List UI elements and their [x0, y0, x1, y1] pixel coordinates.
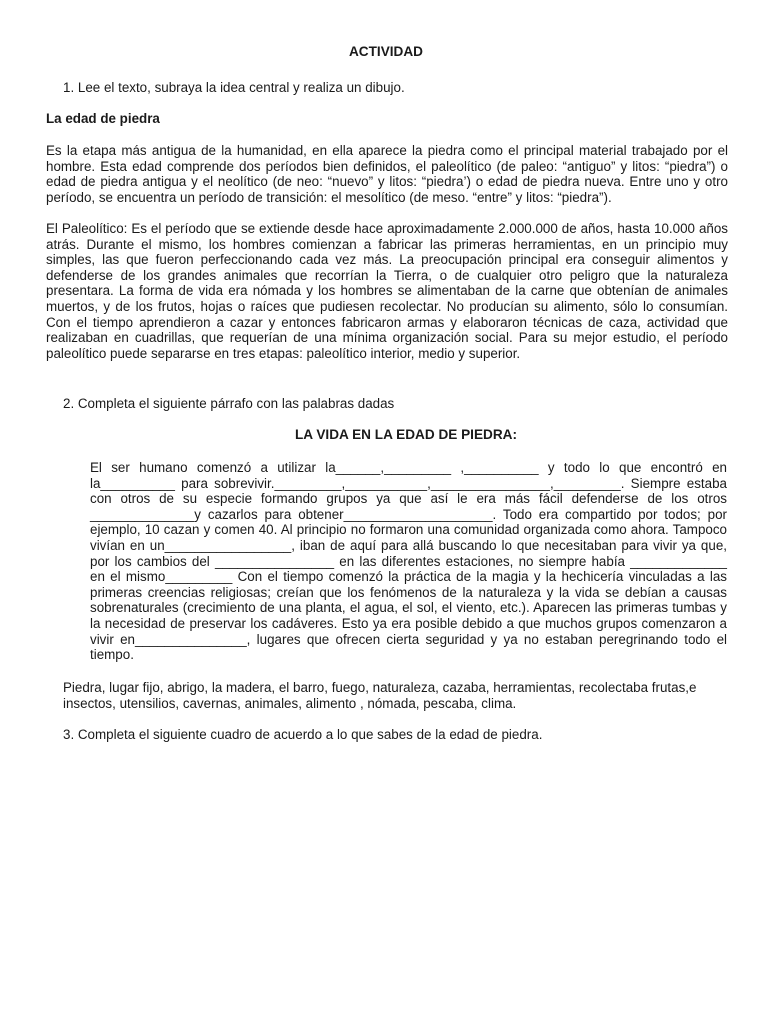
- instruction-2: 2. Completa el siguiente párrafo con las palabras dadas: [63, 396, 395, 411]
- fill-in-heading: LA VIDA EN LA EDAD DE PIEDRA:: [294, 427, 518, 442]
- instruction-1: 1. Lee el texto, subraya la idea central y realiza un dibujo.: [63, 80, 405, 95]
- document-title: ACTIVIDAD: [348, 44, 423, 59]
- paragraph-1: Es la etapa más antigua de la humanidad, en ella aparece la piedra como el principal material trabajado por el hombre. Esta edad comprende dos períodos bien definidos, el paleolítico (de paleo: “antiguo” y litos: “piedra”) o edad de piedra antigua y el neolítico (de neo: “nuevo” y litos: “piedra’) o edad de piedra nueva. Entre uno y otro período, se encuentra un período de transición: el mesolítico (de meso. “entre” y litos: “piedra”).: [46, 143, 728, 205]
- section-title: La edad de piedra: [46, 111, 160, 126]
- instruction-3: 3. Completa el siguiente cuadro de acuerdo a lo que sabes de la edad de piedra.: [63, 727, 543, 742]
- paragraph-2: El Paleolítico: Es el período que se extiende desde hace aproximadamente 2.000.000 de años, hasta 10.000 años atrás. Durante el mismo, los hombres comienzan a fabricar las primeras herramientas, en un principio muy simples, las que fueron perfeccionando cada vez más. La preocupación principal era conseguir alimentos y defenderse de los grandes animales que recorrían la Tierra, o de cualquier otro peligro que la naturaleza presentara. La forma de vida era nómada y los hombres se alimentaban de la carne que obtenían de animales muertos, y de los frutos, hojas o raíces que pudiesen recolectar. No producían su alimento, sólo lo consumían. Con el tiempo aprendieron a cazar y entonces fabricaron armas y elaboraron técnicas de caza, actividad que realizaban en cuadrillas, que requerían de una mínima organización social. Para su mejor estudio, el período paleolítico puede separarse en tres etapas: paleolítico interior, medio y superior.: [46, 221, 728, 361]
- fill-in-paragraph: El ser humano comenzó a utilizar la______,_________ ,__________ y todo lo que encontró en la__________ para sobrevivir._________,___________,________________,_________. Siempre estaba con otros de su especie formando grupos ya que así le era más fácil defenderse de los otros ______________y cazarlos para obtener____________________. Todo era compartido por todos; por ejemplo, 10 cazan y comen 40. Al principio no formaron una comunidad organizada como ahora. Tampoco vivían en un_________________, iban de aquí para allá buscando lo que necesitaban para vivir ya que, por los cambios del ________________ en las diferentes estaciones, no siempre había _____________ en el mismo_________ Con el tiempo comenzó la práctica de la magia y la hechicería vinculadas a las primeras creencias religiosas; creían que los fenómenos de la naturaleza y la vida se debían a causas sobrenaturales (crecimiento de una planta, el agua, el sol, el viento, etc.). Aparecen las primeras tumbas y la necesidad de preservar los cadáveres. Esto ya era posible debido a que muchos grupos comenzaron a vivir en_______________, lugares que ofrecen cierta seguridad y ya no estaban peregrinando todo el tiempo.: [90, 460, 727, 663]
- word-bank: Piedra, lugar fijo, abrigo, la madera, el barro, fuego, naturaleza, cazaba, herramientas, recolectaba frutas,e insectos, utensilios, cavernas, animales, alimento , nómada, pescaba, clima.: [63, 680, 697, 711]
